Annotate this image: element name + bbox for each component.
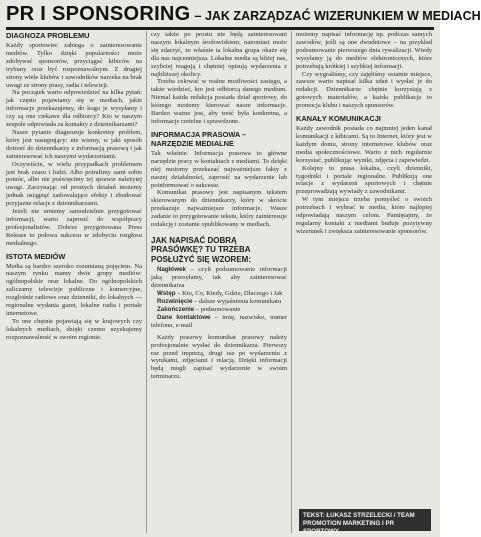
paragraph: Nasze pytanie diagnozuje konkretny problem, który jest następujący: nie wiemy, w jaki sposób dotrzeć do dziennikarzy z informacją prasową i jak zainteresować ich naszymi wydarzeniami. — [6, 128, 142, 160]
credit-line: TEKST: ŁUKASZ STRZELECKI / TEAM — [303, 512, 415, 519]
credit-line: PROMOTION MARKETING I PR SPORTOWY — [303, 520, 395, 535]
headline-title: PR I SPONSORING — [6, 3, 191, 25]
paragraph: czy także po prostu nie będą zainteresowani naszym lokalnym środowiskiem, natomiast może się zdarzyć, że właśnie ta lokalna grupa okaże się dla nas najcenniejsza. Lokalne media są bliżej nas, szybciej reagują i chętniej opisują wydarzenia z najbliższej okolicy. — [151, 31, 287, 78]
template-term: Nagłówek — [157, 266, 186, 274]
template-item: Zakończenie – podsumowanie — [157, 305, 241, 313]
paragraph: Na początek warto odpowiedzieć na kilka pytań: jak często pojawiamy się w mediach, jakie informacje przekazujemy, do kogo je wysyłamy i czy są one ciekawe dla odbiorcy? Kto w naszym zespole odpowiada za kontakty z dziennikarzami? — [6, 89, 142, 129]
template-term: Dane kontaktowe — [157, 313, 211, 321]
section-heading-channels: KANAŁY KOMUNIKACJI — [296, 114, 381, 124]
paragraph: Oczywiście, w wielu przypadkach problemem jest brak czasu i ludzi. Albo potrafimy sami sobie pomóc, albo nie poświęcimy tej sprawie należytej uwagi. Zaczynając od prostych działań możemy jednak osiągnąć zadowalające efekty i zbudować przyjazne relacje z dziennikarzami. — [6, 160, 142, 208]
author-credit-box — [299, 509, 431, 535]
column-middle — [151, 31, 287, 533]
paragraph: Każdy prasowy komunikat prasowy należy profesjonalnie wysłać do dziennikarza. Pierwszy raz przed imprezą, drugi raz po wydarzeniu z wynikami, zdjęciami i relacją. Dzięki informacji będą mogli zapisać wydarzenie w swoim terminarzu. — [151, 333, 287, 381]
section-heading-diagnosis: DIAGNOZA PROBLEMU — [6, 31, 90, 40]
paragraph: Każdy zawodnik posiada co najmniej jeden kanał komunikacji z kibicami. Są to Internet, który jest w każdym domu, strony internetowe klubów oraz media społecznościowe. Warto z nich regularnie korzystać, publikując wyniki, zdjęcia i zapowiedzi. — [296, 125, 432, 164]
column-divider — [291, 31, 292, 533]
paragraph: Media są bardzo szeroko rozumianą pojęciem. Na naszym rynku mamy dwie grupy mediów: ogólnopolskie oraz lokalne. Do ogólnopolskich zaliczamy telewizje publiczne i komercyjne, rozgłośnie radiowe oraz dzienniki, do lokalnych — regionalne wydania gazet, lokalne radia i portale internetowe. — [6, 262, 142, 317]
headline-rule — [6, 27, 434, 30]
headline-subtitle: – JAK ZARZĄDZAĆ WIZERUNKIEM W MEDIACH — [194, 9, 481, 23]
template-term: Zakończenie — [157, 305, 195, 313]
paragraph: Każdy sportowiec zabiega o zainteresowanie mediów. Tylko dzięki popularności może zdobywać sponsorów, przyciągać kibiców na trybuny oraz być rozpoznawalnym. Z drugiej strony wiele klubów i zawodników narzeka na brak uwagi ze strony prasy, radia i telewizji. — [6, 42, 142, 89]
paragraph: W tym miejscu trzeba pomyśleć o swoich potrzebach i wybrać te media, które najlepiej odpowiadają naszym celom. Pamiętajmy, że regularny kontakt z mediami buduje pozytywny wizerunek i zwiększa zainteresowanie sponsorów. — [296, 196, 432, 235]
template-item: Dane kontaktowe – imię, nazwisko, numer telefonu, e-mail — [151, 313, 288, 329]
paragraph: To one chętnie pojawiają się w krajowych czy lokalnych mediach, dzięki czemu uzyskujemy rozpoznawalność w swoim regionie. — [6, 317, 142, 341]
column-right — [296, 31, 432, 533]
template-term: Rozwinięcie — [157, 298, 193, 306]
paragraph: Czy wygraliśmy, czy zajęliśmy ostatnie miejsce, zawsze warto napisać kilka zdań i wysłać je do redakcji. Dziennikarze chętnie korzystają z gotowych materiałów, a każda publikacja to promocja klubu i naszych sponsorów. — [296, 70, 432, 110]
template-item: Nagłówek – czyli podsumowanie informacji jaką przesyłamy, tak aby zainteresować dziennikarza — [151, 266, 287, 290]
headline — [6, 3, 481, 27]
paragraph: Jeżeli nie umiemy samodzielnie przygotować informacji, warto zaprosić do współpracy profesjonalistów. Dobrze przygotowana Press Release to połowa sukcesu w zdobyciu rozgłosu medialnego. — [6, 208, 142, 247]
template-item: Wstęp – Kto, Co, Kiedy, Gdzie, Dlaczego i Jak — [157, 290, 283, 298]
column-left — [6, 31, 142, 533]
paragraph: Komunikat prasowy jest napisanym tekstem skierowanym do dziennikarzy, który w skrócie przekazuje najważniejsze informacje. Wasze zadanie to przygotowanie tekstu, który zainteresuje redakcję i zostanie opublikowany w mediach. — [151, 189, 287, 229]
template-term: Wstęp — [157, 290, 176, 298]
paragraph: Tak właśnie. Informacja prasowa to główne narzędzie pracy w kontaktach z mediami. To dzięki niej możemy przekazać najważniejsze fakty z naszej działalności, zaprosić na wydarzenie lub poinformować o sukcesie. — [151, 149, 287, 189]
paragraph: możemy napisać informację np. podczas samych zawodów, jeśli są one dwudniowe – na przykład podsumowanie pierwszego dnia rywalizacji. Wtedy wysyłamy ją do mediów elektronicznych, które potrzebują krótkiej i szybkiej informacji. — [296, 31, 432, 70]
template-item: Rozwinięcie – dalsze wyjaśnienia komunikatu — [157, 298, 282, 306]
section-heading-press-info: INFORMACJA PRASOWA – NARZĘDZIE MEDIALNE — [151, 129, 247, 148]
column-divider — [146, 31, 147, 533]
paragraph: Kolejny to prasa lokalna, czyli dzienniki, tygodniki i portale regionalne. Publikują one relacje z wydarzeń sportowych i chętnie przeprowadzają wywiady z zawodnikami. — [296, 164, 432, 196]
section-heading-media: ISTOTA MEDIÓW — [6, 251, 66, 261]
paragraph: Trzeba celować w realne możliwości zasięgu, a także wiedzieć, kto jest odbiorcą danego medium. Niemal każda redakcja posiada dział sportowy, do którego możemy kierować nasze informacje. Bardzo ważne jest, aby treść była konkretna, a informacje rzetelne i sprawdzone. — [151, 78, 287, 125]
section-heading-howto: JAK NAPISAĆ DOBRĄ PRASÓWKĘ? TU TRZEBA POSŁUŻYĆ SIĘ WZOREM: — [151, 235, 251, 264]
